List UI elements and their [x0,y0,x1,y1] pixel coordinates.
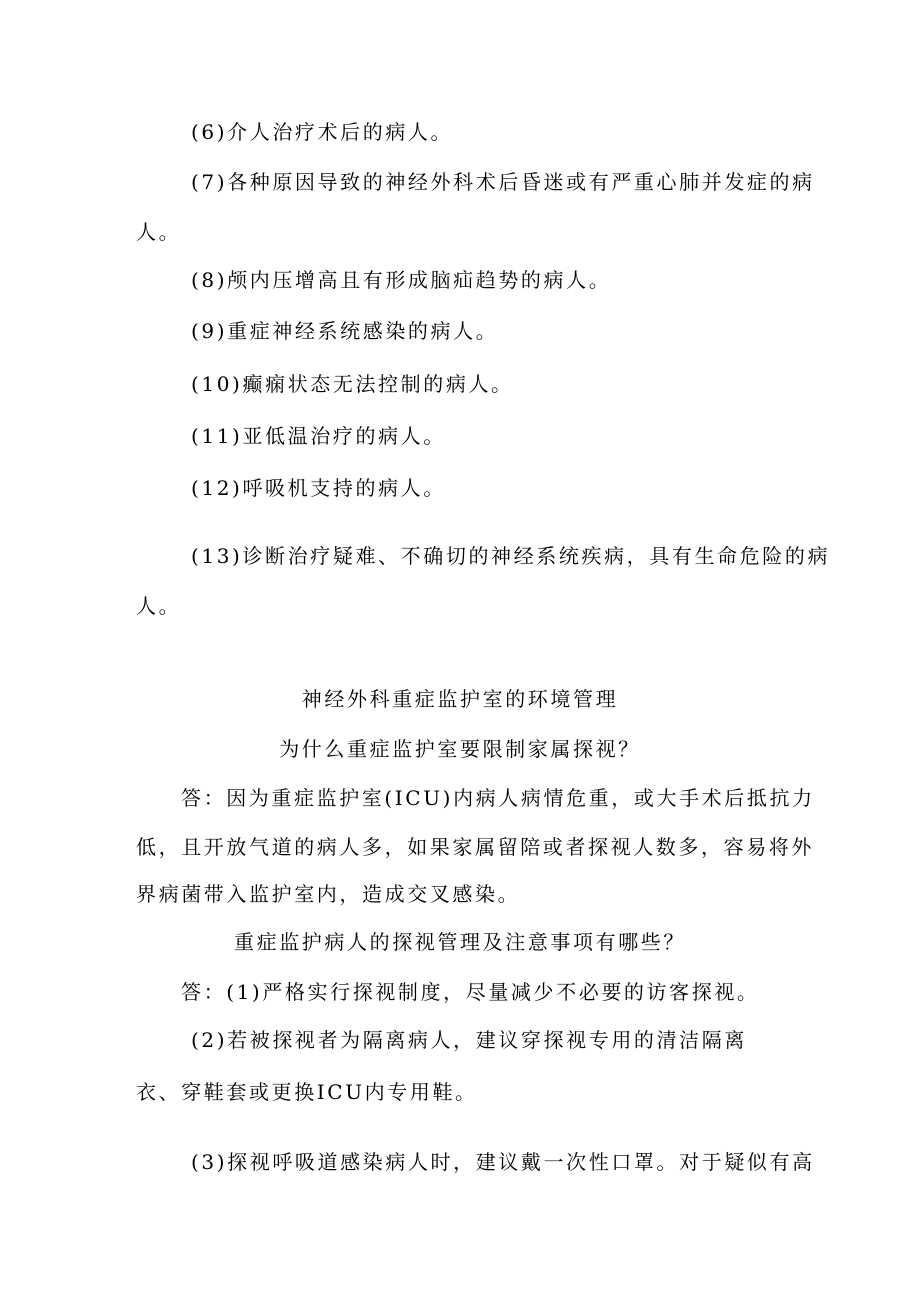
answer-2-line-2: (2)若被探视者为隔离病人，建议穿探视专用的清洁隔离 [191,1028,747,1052]
list-item-7-line-2: 人。 [136,220,182,244]
answer-2-line-4: (3)探视呼吸道感染病人时，建议戴一次性口罩。对于疑似有高 [191,1150,815,1174]
list-item-6: (6)介人治疗术后的病人。 [191,120,454,144]
list-item-13-line-2: 人。 [136,594,182,618]
answer-1-line-3: 界病菌带入监护室内，造成交叉感染。 [136,882,521,906]
list-item-12: (12)呼吸机支持的病人。 [191,476,446,500]
question-2: 重症监护病人的探视管理及注意事项有哪些？ [234,930,686,954]
answer-1-line-1: 答：因为重症监护室(ICU)内病人病情危重，或大手术后抵抗力 [181,786,815,810]
list-item-13-line-1: (13)诊断治疗疑难、不确切的神经系统疾病，具有生命危险的病 [191,544,831,568]
list-item-9: (9)重症神经系统感染的病人。 [191,319,499,343]
list-item-11: (11)亚低温治疗的病人。 [191,424,446,448]
answer-2-line-1: 答：(1)严格实行探视制度，尽量减少不必要的访客探视。 [181,980,760,1004]
list-item-8: (8)颅内压增高且有形成脑疝趋势的病人。 [191,268,612,292]
list-item-10: (10)癫痫状态无法控制的病人。 [191,372,514,396]
answer-2-line-3: 衣、穿鞋套或更换ICU内专用鞋。 [136,1080,478,1104]
list-item-7-line-1: (7)各种原因导致的神经外科术后昏迷或有严重心肺并发症的病 [191,170,815,194]
answer-1-line-2: 低，且开放气道的病人多，如果家属留陪或者探视人数多，容易将外 [136,835,814,859]
section-title: 神经外科重症监护室的环境管理 [301,687,619,711]
question-1: 为什么重症监护室要限制家属探视？ [279,737,641,761]
